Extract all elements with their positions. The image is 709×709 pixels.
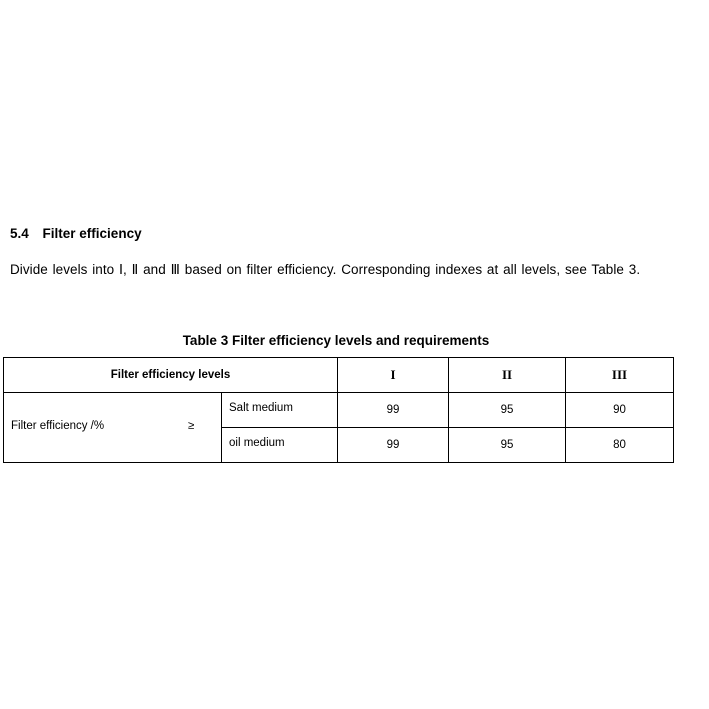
table-row bbox=[4, 393, 674, 428]
row-label-cell bbox=[4, 393, 222, 463]
section-heading bbox=[10, 226, 142, 241]
value-cell: 95 bbox=[449, 393, 566, 428]
level-header-2: II bbox=[449, 358, 566, 393]
medium-label: oil medium bbox=[229, 437, 285, 449]
level-header-1: I bbox=[338, 358, 449, 393]
level-header-3: III bbox=[566, 358, 674, 393]
section-title: Filter efficiency bbox=[42, 226, 142, 241]
medium-cell bbox=[222, 393, 338, 428]
medium-label: Salt medium bbox=[229, 402, 293, 414]
value-cell: 95 bbox=[449, 428, 566, 463]
section-paragraph: Divide levels into Ⅰ, Ⅱ and Ⅲ based on filter efficiency. Corresponding indexes at all levels, see Table 3. bbox=[10, 262, 641, 277]
greater-equal-symbol: ≥ bbox=[188, 420, 195, 432]
value-cell: 99 bbox=[338, 393, 449, 428]
header-levels-label: Filter efficiency levels bbox=[4, 358, 338, 393]
table-header-row bbox=[4, 358, 674, 393]
row-label: Filter efficiency /% bbox=[11, 420, 105, 432]
value-cell: 90 bbox=[566, 393, 674, 428]
value-cell: 99 bbox=[338, 428, 449, 463]
filter-efficiency-table bbox=[3, 357, 674, 463]
value-cell: 80 bbox=[566, 428, 674, 463]
table-caption: Table 3 Filter efficiency levels and requirements bbox=[182, 333, 490, 348]
medium-cell bbox=[222, 428, 338, 463]
section-number: 5.4 bbox=[10, 226, 29, 241]
